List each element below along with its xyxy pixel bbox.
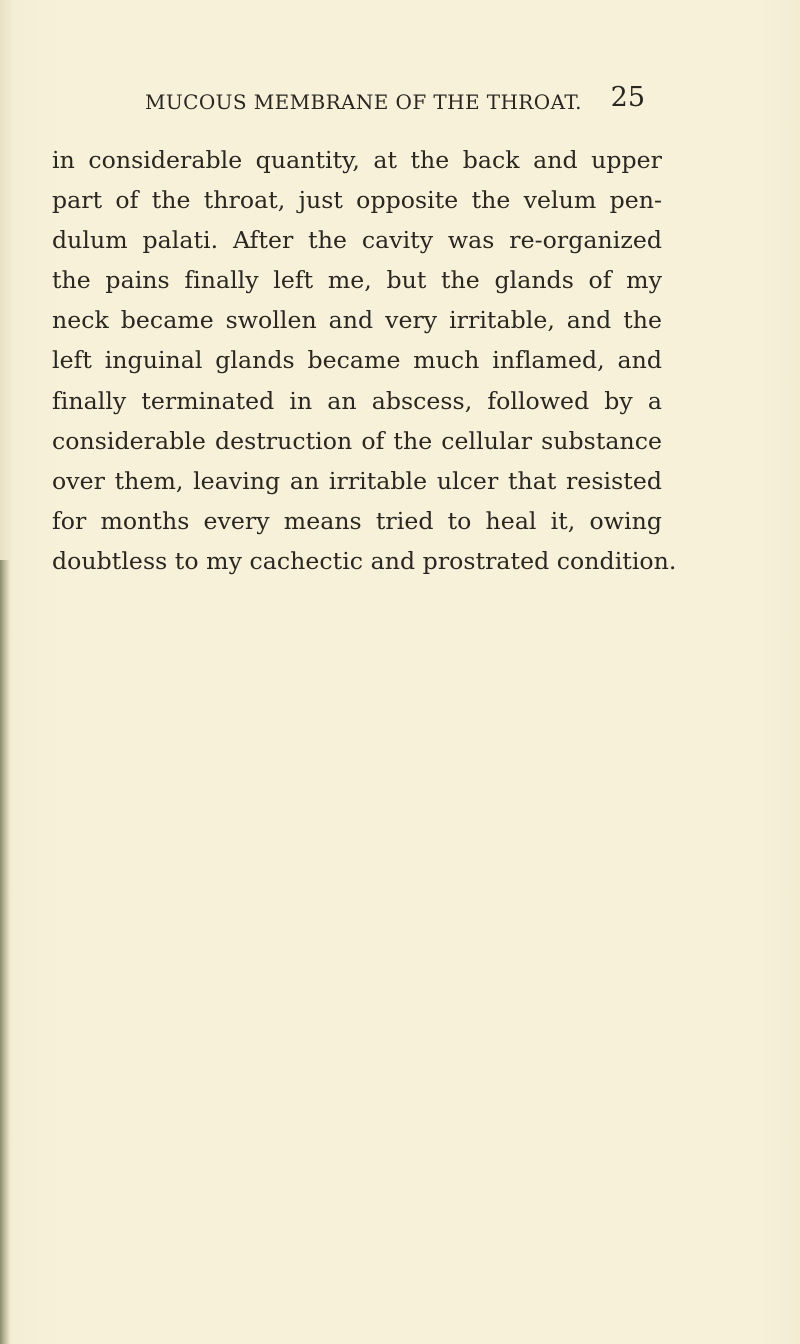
running-title: MUCOUS MEMBRANE OF THE THROAT. (145, 90, 582, 114)
text-line: finally terminated in an abscess, followed by a (52, 386, 662, 415)
text-line: dulum palati. After the cavity was re-organized (52, 226, 662, 255)
body-paragraph (52, 140, 677, 581)
text-line: part of the throat, just opposite the velum pen- (52, 186, 662, 215)
text-line: over them, leaving an irritable ulcer that resisted (52, 466, 662, 495)
text-line: for months every means tried to heal it, owing (52, 506, 662, 535)
text-line: the pains finally left me, but the glands of my (52, 266, 662, 295)
text-line-last: doubtless to my cachectic and prostrated condition. (52, 546, 677, 575)
text-line: left inguinal glands became much inflamed, and (52, 346, 662, 375)
text-line: neck became swollen and very irritable, and the (52, 306, 662, 335)
text-line: considerable destruction of the cellular substance (52, 426, 662, 455)
text-line: in considerable quantity, at the back and upper (52, 146, 662, 174)
page-number: 25 (610, 82, 645, 113)
binding-gutter-shadow (0, 560, 10, 1344)
running-head (145, 82, 645, 118)
